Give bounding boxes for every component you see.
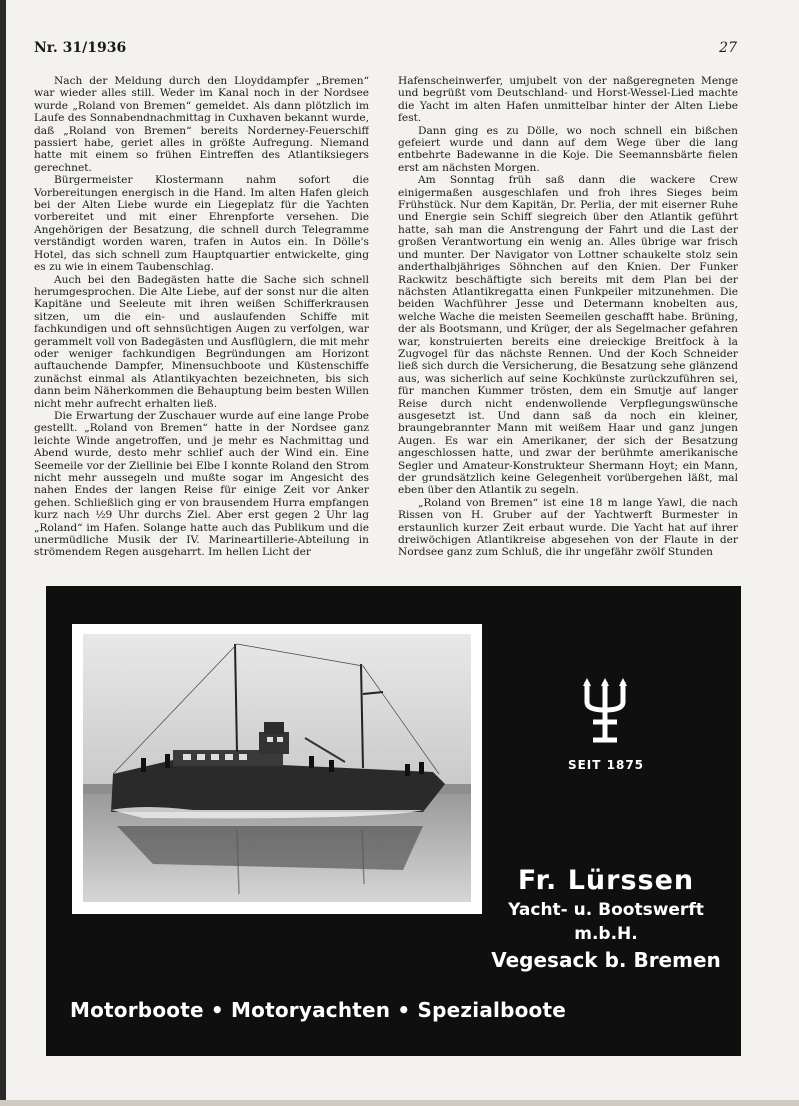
company-type: Yacht- u. Bootswerft m.b.H. bbox=[508, 900, 704, 944]
article-paragraph: „Roland von Bremen“ ist eine 18 m lange Yawl, die nach Rissen von H. Gruber auf der Yachtwerft Burmester in erstaunlich kurzer Zeit erbaut wurde. Die Yacht hat auf ihrer dreiwöchigen Atlantikreise abgesehen von der Flaute in der Nordsee ganz zum Schluß, die ihr ungefähr zwölf Stunden bbox=[398, 496, 738, 559]
article-paragraph: Nach der Meldung durch den Lloyddampfer „Bremen“ war wieder alles still. Weder im Kanal noch in der Nordsee wurde „Roland von Bremen“ gemeldet. Als dann plötzlich im Laufe des Sonnabendnachmittag in Cuxhaven bekannt wurde, daß „Roland von Bremen“ bereits Norderney-Feuerschiff passiert habe, geriet alles in größte Aufregung. Niemand hatte mit einem so frühen Eintreffen des Atlantiksiegers gerechnet. bbox=[34, 75, 369, 174]
photo-frame bbox=[72, 624, 482, 914]
article-paragraph: Bürgermeister Klostermann nahm sofort die Vorbereitungen energisch in die Hand. Im alten Hafen gleich bei der Alten Liebe wurde ein Liegeplatz für die Yachten vorbereitet und mit einer Ehrenpforte versehen. Die Angehörigen der Besatzung, die schnell durch Telegramme verständigt worden waren, trafen in Autos ein. In Dölle's Hotel, das sich schnell zum Hauptquartier entwickelte, ging es zu wie in einem Taubenschlag. bbox=[34, 174, 369, 274]
article-column-left bbox=[34, 75, 369, 570]
company-block bbox=[476, 864, 736, 974]
page-number: 27 bbox=[719, 40, 737, 56]
page-header bbox=[34, 40, 737, 60]
article-paragraph: Dann ging es zu Dölle, wo noch schnell ein bißchen gefeiert wurde und dann auf dem Wege über die lang entbehrte Badewanne in die Koje. Die Seemannsbärte fielen erst am nächsten Morgen. bbox=[398, 124, 738, 174]
page-bottom-edge bbox=[0, 1100, 799, 1106]
article-paragraph: Auch bei den Badegästen hatte die Sache sich schnell herumgesprochen. Die Alte Liebe, auf der sonst nur die alten Kapitäne und Seeleute mit ihren weißen Schifferkrausen sitzen, um die ein- und auslaufenden Schiffe mit fachkundigen und oft sehnsüchtigen Augen zu verfolgen, war gerammelt voll von Badegästen und Ausflüglern, die mit mehr oder weniger fachkundigen Begründungen am Horizont auftauchende Dampfer, Minensuchboote und Küstenschiffe zunächst einmal als Atlantikyachten bezeichneten, bis sich dann beim Näherkommen die Behauptung beim besten Willen nicht mehr aufrecht erhalten ließ. bbox=[34, 273, 369, 410]
article-column-right bbox=[398, 75, 738, 570]
founded-label: SEIT 1875 bbox=[567, 758, 645, 772]
luerssen-advertisement bbox=[46, 586, 741, 1056]
article-paragraph: Am Sonntag früh saß dann die wackere Crew einigermaßen ausgeschlafen und froh ihres Sieges beim Frühstück. Nur dem Kapitän, Dr. Perlia, der mit eiserner Ruhe und Energie sein Schiff siegreich über den Atlantik geführt hatte, sah man die Anstrengung der Fahrt und die Last der großen Verantwortung ein wenig an. Alles übrige war frisch und munter. Der Navigator von Lottner schaukelte stolz sein anderthalbjähriges Söhnchen auf den Knien. Der Funker Rackwitz beschäftigte sich bereits mit dem Plan bei der nächsten Atlantikregatta einen Funkpeiler mitzunehmen. Die beiden Wachführer Jesse und Determann knobelten aus, welche Wache die meisten Seemeilen geschafft habe. Brüning, der als Bootsmann, und Krüger, der als Segelmacher gefahren war, konstruierten bereits eine dreieckige Breitfock à la Zugvogel für das nächste Rennen. Und der Koch Schneider ließ sich durch die Versicherung, die Besatzung sehe glänzend aus, was sicherlich auf seine Kochkünste zurückzuführen sei, für manchen Kummer trösten, dem ein Smutje auf langer Reise durch nicht endenwollende Verpflegungswünsche ausgesetzt ist. Und dann saß da noch ein kleiner, braungebrannter Mann mit weißem Haar und ganz jungen Augen. Es war ein Amerikaner, der sich der Besatzung angeschlossen hatte, und zwar der berühmte amerikanische Segler und Amateur-Konstrukteur Shermann Hoyt; ein Mann, der grundsätzlich keine Gelegenheit vorübergehen läßt, mal eben über den Atlantik zu segeln. bbox=[398, 174, 738, 497]
product-line: Motorboote • Motoryachten • Spezialboote bbox=[70, 998, 566, 1022]
issue-number: Nr. 31/1936 bbox=[34, 40, 127, 56]
motor-yacht-photo bbox=[83, 634, 471, 902]
page-edge-shadow bbox=[0, 0, 6, 1106]
article-paragraph: Hafenscheinwerfer, umjubelt von der naßgeregneten Menge und begrüßt vom Deutschland- und Horst-Wessel-Lied machte die Yacht im alten Hafen unmittelbar hinter der Alten Liebe fest. bbox=[398, 75, 738, 125]
article-paragraph: Die Erwartung der Zuschauer wurde auf eine lange Probe gestellt. „Roland von Bremen“ hatte in der Nordsee ganz leichte Winde angetroffen, und je mehr es Nachmittag und Abend wurde, desto mehr schlief auch der Wind ein. Eine Seemeile vor der Ziellinie bei Elbe I konnte Roland den Strom nicht mehr aussegeln und mußte sogar im Angesicht des nahen Endes der langen Reise für einige Zeit vor Anker gehen. Schließlich ging er von brausendem Hurra empfangen kurz nach ½9 Uhr durchs Ziel. Aber erst gegen 2 Uhr lag „Roland“ im Hafen. Solange hatte auch das Publikum und die unermüdliche Musik der IV. Marineartillerie-Abteilung in strömendem Regen ausgeharrt. Im hellen Licht der bbox=[34, 409, 369, 559]
company-name: Fr. Lürssen bbox=[517, 865, 695, 896]
company-location: Vegesack b. Bremen bbox=[491, 948, 721, 972]
trident-logo-icon bbox=[581, 678, 629, 746]
